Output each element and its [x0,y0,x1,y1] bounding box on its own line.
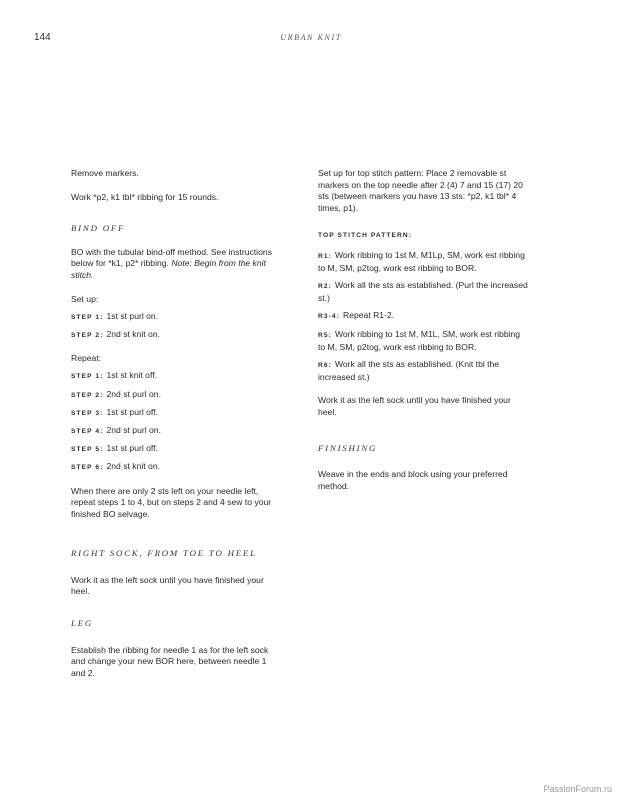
setup-step [71,311,281,324]
right-column [318,168,528,492]
round-label: R2: [318,283,332,291]
continue-text: Work it as the left sock until you have finished your heel. [318,395,511,417]
repeat-step [71,443,281,456]
bind-off-heading: BIND OFF [71,223,126,234]
setup-step [71,329,281,342]
round-label: R3-4: [318,313,340,321]
bind-off-intro-text: BO with the tubular bind-off method. See instructions below for *k1, p2* ribbing. [71,246,272,269]
setup-label: Set up: [71,293,99,304]
step-text: 1st st knit off. [106,370,157,381]
round-label: R6: [318,362,332,370]
step-text: 1st st purl off. [106,406,158,417]
left-column [71,168,281,679]
leg-text: Establish the ribbing for needle 1 as for the left sock and change your new BOR here, between needle 1 and 2. [71,644,269,678]
step-text: 2nd st purl on. [106,388,161,399]
step-text: 2nd st knit on. [106,328,161,339]
round-text: Work all the sts as established. (Purl the increased st.) [318,280,528,303]
step-label: STEP 1: [71,313,104,321]
step-label: STEP 2: [71,391,104,399]
repeat-step [71,389,281,402]
bind-off-note: Note: Begin from the knit stitch. [71,258,266,280]
round-instruction [318,250,528,274]
leg-heading: LEG [71,618,94,629]
round-text: Work ribbing to 1st M, M1L, SM, work est ribbing to M, SM, p2tog, work est ribbing to BOR. [318,328,521,352]
step-text: 2nd st knit on. [106,460,161,471]
round-instruction [318,329,528,353]
top-stitch-heading: TOP STITCH PATTERN: [318,232,413,240]
watermark: PassionForum.ru [543,784,612,794]
round-label: R5: [318,331,332,339]
round-text: Work all the sts as established. (Knit tbl the increased st.) [318,359,500,382]
right-sock-text: Work it as the left sock until you have finished your heel. [71,574,264,597]
round-text: Work ribbing to 1st M, M1Lp, SM, work est ribbing to M, SM, p2tog, work est ribbing to BOR. [318,249,525,273]
step-label: STEP 2: [71,331,104,339]
ribbing-text: Work *p2, k1 tbl* ribbing for 15 rounds. [71,191,219,202]
top-stitch-setup-text: Set up for top stitch pattern: Place 2 removable st markers on the top needle after 2 (4) 7 and 15 (17) 20 sts (between markers you have 13 sts: *p2, k1 tbl* 4 times, p1). [318,168,523,213]
repeat-step [71,425,281,438]
bind-off-closing: When there are only 2 sts left on your needle left, repeat steps 1 to 4, but on steps 2 and 4 sew to your finished BO selvage. [71,485,272,519]
repeat-step [71,407,281,420]
running-head: URBAN KNIT [280,33,342,42]
repeat-step [71,461,281,474]
round-text: Repeat R1-2. [343,310,395,321]
repeat-step [71,370,281,383]
step-label: STEP 5: [71,445,104,453]
step-label: STEP 1: [71,373,104,381]
round-instruction [318,359,528,383]
remove-markers-text: Remove markers. [71,168,139,178]
finishing-heading: FINISHING [318,442,378,453]
step-text: 1st st purl on. [106,310,159,321]
step-text: 1st st purl off. [106,442,158,453]
round-label: R1: [318,252,332,260]
right-sock-heading: RIGHT SOCK, FROM TOE TO HEEL [71,548,257,559]
step-text: 2nd st purl on. [106,424,161,435]
finishing-text: Weave in the ends and block using your preferred method. [318,469,508,491]
round-instruction [318,310,528,323]
round-instruction [318,280,528,304]
step-label: STEP 6: [71,463,104,471]
step-label: STEP 3: [71,409,104,417]
bind-off-intro [71,247,281,282]
step-label: STEP 4: [71,427,104,435]
page-number: 144 [34,32,51,43]
repeat-label: Repeat: [71,353,102,364]
